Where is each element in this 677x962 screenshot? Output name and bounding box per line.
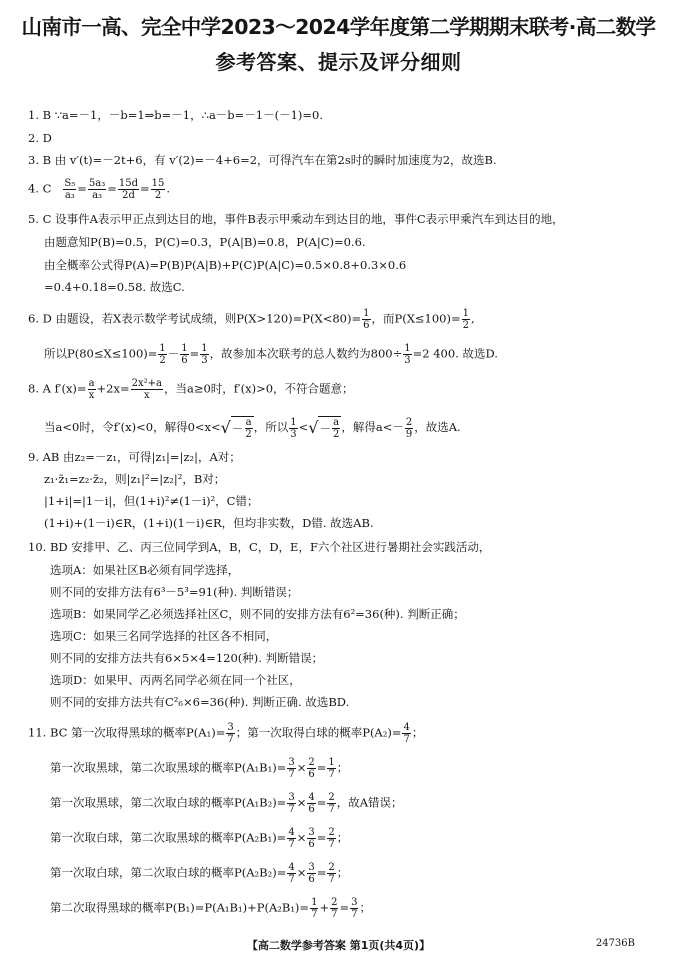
fraction: $\frac{3}{7}$	[288, 757, 295, 780]
fraction: $\frac{4}{7}$	[403, 722, 410, 745]
answer-line: 选项B：如果同学乙必须选择社区C，则不同的安排方法有6²=36(种). 判断正确；	[50, 607, 465, 621]
fraction: $\frac{2}{9}$	[405, 416, 413, 440]
answer-line: =0.4+0.18=0.58. 故选C.	[44, 280, 185, 294]
fraction: $\frac{1}{2}$	[159, 343, 166, 366]
answer-line: 选项A：如果社区B必须有同学选择，	[50, 563, 240, 577]
page-subtitle: 参考答案、提示及评分细则	[215, 50, 462, 74]
fraction: $\frac{1}{3}$	[201, 343, 208, 366]
paper-code: 24736B	[595, 938, 635, 949]
fraction: $\frac{2}{7}$	[331, 897, 338, 920]
fraction: $\frac{3}{7}$	[288, 792, 295, 815]
answer-label: 4. C	[28, 181, 52, 196]
fraction: $\frac{4}{6}$	[308, 792, 315, 815]
answer-line: 由全概率公式得P(A)=P(B)P(A|B)+P(C)P(A|C)=0.5×0.8+0.3×0.6	[44, 258, 407, 272]
fraction: $\frac{3}{6}$	[308, 827, 315, 850]
fraction: $\frac{1}{7}$	[328, 757, 335, 780]
page-title: 山南市一高、完全中学2023～2024学年度第二学期期末联考·高二数学	[21, 15, 656, 39]
sqrt: √ － $\frac{a}{2}$	[308, 417, 340, 440]
fraction: $\frac{1}{3}$	[290, 416, 297, 440]
answer-line: 3. B 由 v′(t)=－2t+6，有 v′(2)=－4+6=2，可得汽车在第2s时的瞬时加速度为2，故选B.	[28, 153, 497, 167]
answer-line: 则不同的安排方法共有C²₆×6=36(种). 判断正确. 故选BD.	[50, 695, 350, 709]
answer-line: 第一次取黑球，第二次取黑球的概率P(A₁B₁)= $\frac{3}{7}$ × $\frac{2}{6}$ = $\frac{1}{7}$ ；	[50, 757, 349, 780]
fraction: $\frac{1}{2}$	[462, 308, 469, 331]
answer-line: 9. AB 由z₂=－z₁，可得|z₁|=|z₂|，A对；	[28, 450, 241, 464]
fraction: $\frac{\text{2x²+a}}{x}$	[131, 378, 162, 401]
answer-line: 则不同的安排方法有6³－5³=91(种). 判断错误；	[50, 585, 299, 599]
fraction: $\frac{4}{7}$	[288, 862, 295, 885]
fraction: $\frac{15}{2}$	[151, 178, 165, 201]
answer-line: 10. BD 安排甲、乙、丙三位同学到A，B，C，D，E，F六个社区进行暑期社会实践活动，	[28, 540, 491, 554]
answer-line: 第二次取得黑球的概率P(B₁)=P(A₁B₁)+P(A₂B₁)= $\frac{1}{7}$ + $\frac{2}{7}$ = $\frac{3}{7}$ ；	[50, 897, 371, 920]
answer-line: 第一次取黑球，第二次取白球的概率P(A₁B₂)= $\frac{3}{7}$ × $\frac{4}{6}$ = $\frac{2}{7}$ ，故A错误；	[50, 792, 403, 815]
fraction: $\frac{1}{6}$	[363, 308, 370, 331]
fraction: $\frac{3}{7}$	[227, 722, 234, 745]
answer-line: 第一次取白球，第二次取白球的概率P(A₂B₂)= $\frac{4}{7}$ × $\frac{3}{6}$ = $\frac{2}{7}$ ；	[50, 862, 349, 885]
answer-line: 选项D：如果甲、丙两名同学必须在同一个社区，	[50, 673, 301, 687]
answer-line: 4. C $\frac{\text{S₅}}{\text{a₃}}$ = $\frac{\text{5a₃}}{\text{a₃}}$ = $\frac{15d}{2d}$ = $\frac{15}{2}$ .	[28, 178, 171, 201]
answer-line: 1. B ∵a=－1，－b=1⇒b=－1，∴a－b=－1－(－1)=0.	[28, 108, 324, 122]
answer-line: 选项C：如果三名同学选择的社区各不相同，	[50, 629, 278, 643]
sqrt: √ － $\frac{a}{2}$	[220, 417, 252, 440]
answer-line: 11. BC 第一次取得黑球的概率P(A₁)= $\frac{3}{7}$ ；第一次取得白球的概率P(A₂)= $\frac{4}{7}$ ；	[28, 722, 424, 745]
fraction: $\frac{3}{6}$	[308, 862, 315, 885]
fraction: $\frac{4}{7}$	[288, 827, 295, 850]
answer-line: 6. D 由题设，若X表示数学考试成绩，则P(X>120)=P(X<80)= $\frac{1}{6}$ ，而P(X≤100)= $\frac{1}{2}$ ,	[28, 308, 475, 331]
fraction: $\frac{\text{S₅}}{\text{a₃}}$	[64, 178, 76, 201]
answer-line: 由题意知P(B)=0.5，P(C)=0.3，P(A|B)=0.8，P(A|C)=0.6.	[44, 235, 366, 249]
answer-line: 8. A f′(x)= $\frac{a}{x}$ +2x= $\frac{\text{2x²+a}}{x}$ ，当a≥0时，f′(x)>0，不符合题意；	[28, 378, 354, 401]
answer-line: (1+i)+(1－i)∈R，(1+i)(1－i)∈R，但均非实数，D错. 故选AB.	[44, 516, 374, 530]
fraction: $\frac{2}{7}$	[328, 827, 335, 850]
fraction: $\frac{15d}{2d}$	[118, 178, 139, 201]
fraction: $\frac{1}{7}$	[311, 897, 318, 920]
fraction: $\frac{a}{x}$	[88, 378, 95, 401]
answer-line: 当a<0时，令f′(x)<0，解得0<x< √ － $\frac{a}{2}$ ，所以 $\frac{1}{3}$ < √ － $\frac{a}{2}$ ，解得a<－ $\frac{2}{9}$ ，故选A.	[44, 416, 461, 440]
answer-line: 则不同的安排方法共有6×5×4=120(种). 判断错误；	[50, 651, 324, 665]
fraction: $\frac{2}{6}$	[308, 757, 315, 780]
fraction: $\frac{3}{7}$	[351, 897, 358, 920]
answer-line: 第一次取白球，第二次取黑球的概率P(A₂B₁)= $\frac{4}{7}$ × $\frac{3}{6}$ = $\frac{2}{7}$ ；	[50, 827, 349, 850]
answer-line: |1+i|=|1－i|，但(1+i)²≠(1－i)²，C错；	[44, 494, 259, 508]
answer-line: 所以P(80≤X≤100)= $\frac{1}{2}$ － $\frac{1}{6}$ = $\frac{1}{3}$ ，故参加本次联考的总人数约为800÷ $\frac{1}{3}$ =2 400. 故选D.	[44, 343, 498, 366]
answer-line: 2. D	[28, 131, 52, 145]
fraction: $\frac{\text{5a₃}}{\text{a₃}}$	[88, 178, 106, 201]
fraction: $\frac{1}{3}$	[404, 343, 411, 366]
answer-line: 5. C 设事件A表示甲正点到达目的地，事件B表示甲乘动车到达目的地，事件C表示甲乘汽车到达目的地，	[28, 212, 564, 226]
fraction: $\frac{2}{7}$	[328, 862, 335, 885]
page-footer: 【高二数学参考答案 第1页(共4页)】	[246, 939, 431, 952]
fraction: $\frac{2}{7}$	[328, 792, 335, 815]
fraction: $\frac{1}{6}$	[181, 343, 188, 366]
answer-line: z₁·z̄₁=z₂·z̄₂，则|z₁|²=|z₂|²，B对；	[44, 472, 226, 486]
